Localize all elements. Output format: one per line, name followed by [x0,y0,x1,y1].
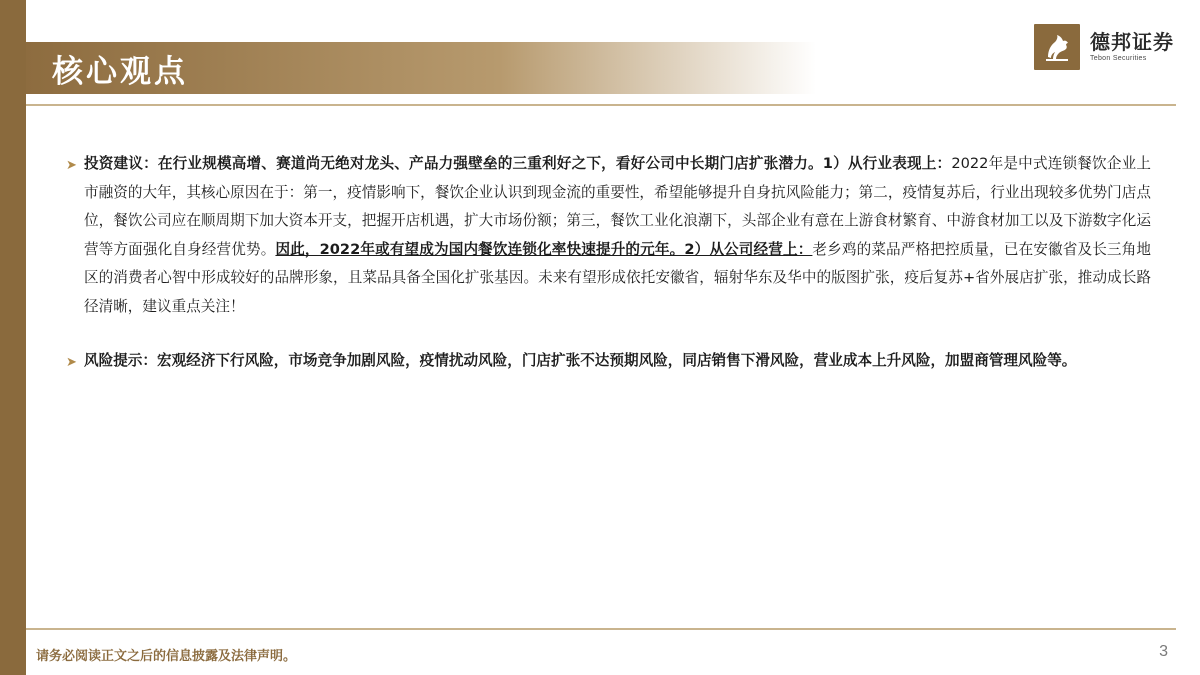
segment-text: 2022年是中式连锁餐饮企业上市融资的大年，其核心原因在于：第一，疫情影响下，餐饮企业认识到现金流的重要性，希望能够提升自身抗风险能力；第二，疫情复苏后，行业出现较多优势门店点位，餐饮公司应在顺周期下加大资本开支，把握开店机遇，扩大市场份额；第三，餐饮工业化浪潮下，头部企业有意在上游食材繁育、中游食材加工以及下游数字化运营等方面强化自身经营优势。 [84,155,1151,258]
bullet-marker-icon: ➤ [66,354,77,369]
bullet-risk-warning [66,347,1151,376]
brand-name-en: Tebon Securities [1090,55,1147,63]
segment-text: 投资建议：在行业规模高增、赛道尚无绝对龙头、产品力强壁垒的三重利好之下，看好公司中长期门店扩张潜力。1）从行业表现上： [84,155,952,172]
brand-name-cn: 德邦证券 [1090,30,1174,55]
segment-text: 因此，2022年或有望成为国内餐饮连锁化率快速提升的元年。2）从公司经营上： [275,240,813,258]
bullet-marker-icon: ➤ [66,157,77,172]
content-body [66,150,1151,402]
brand-text [1090,31,1174,63]
brand-logo [1034,24,1174,70]
left-accent-bar [0,0,26,675]
page-number: 3 [1159,643,1168,660]
page-title: 核心观点 [52,54,188,90]
header-divider [26,104,1176,106]
paragraph-risk-warning [84,347,1151,376]
footer-disclaimer: 请务必阅读正文之后的信息披露及法律声明。 [36,649,297,664]
segment-text: 风险提示：宏观经济下行风险，市场竞争加剧风险，疫情扰动风险，门店扩张不达预期风险，同店销售下滑风险，营业成本上升风险，加盟商管理风险等。 [84,352,1077,369]
segment-text: 老乡鸡的菜品严格把控质量，已在安徽省及长三角地区的消费者心智中形成较好的品牌形象，且菜品具备全国化扩张基因。未来有望形成依托安徽省，辐射华东及华中的版图扩张，疫后复苏+省外展店扩张，推动成长路径清晰，建议重点关注！ [84,240,1151,315]
horse-logo-icon [1034,24,1080,70]
bullet-investment-advice [66,150,1151,321]
footer-divider [26,628,1176,630]
paragraph-investment-advice [84,150,1151,321]
